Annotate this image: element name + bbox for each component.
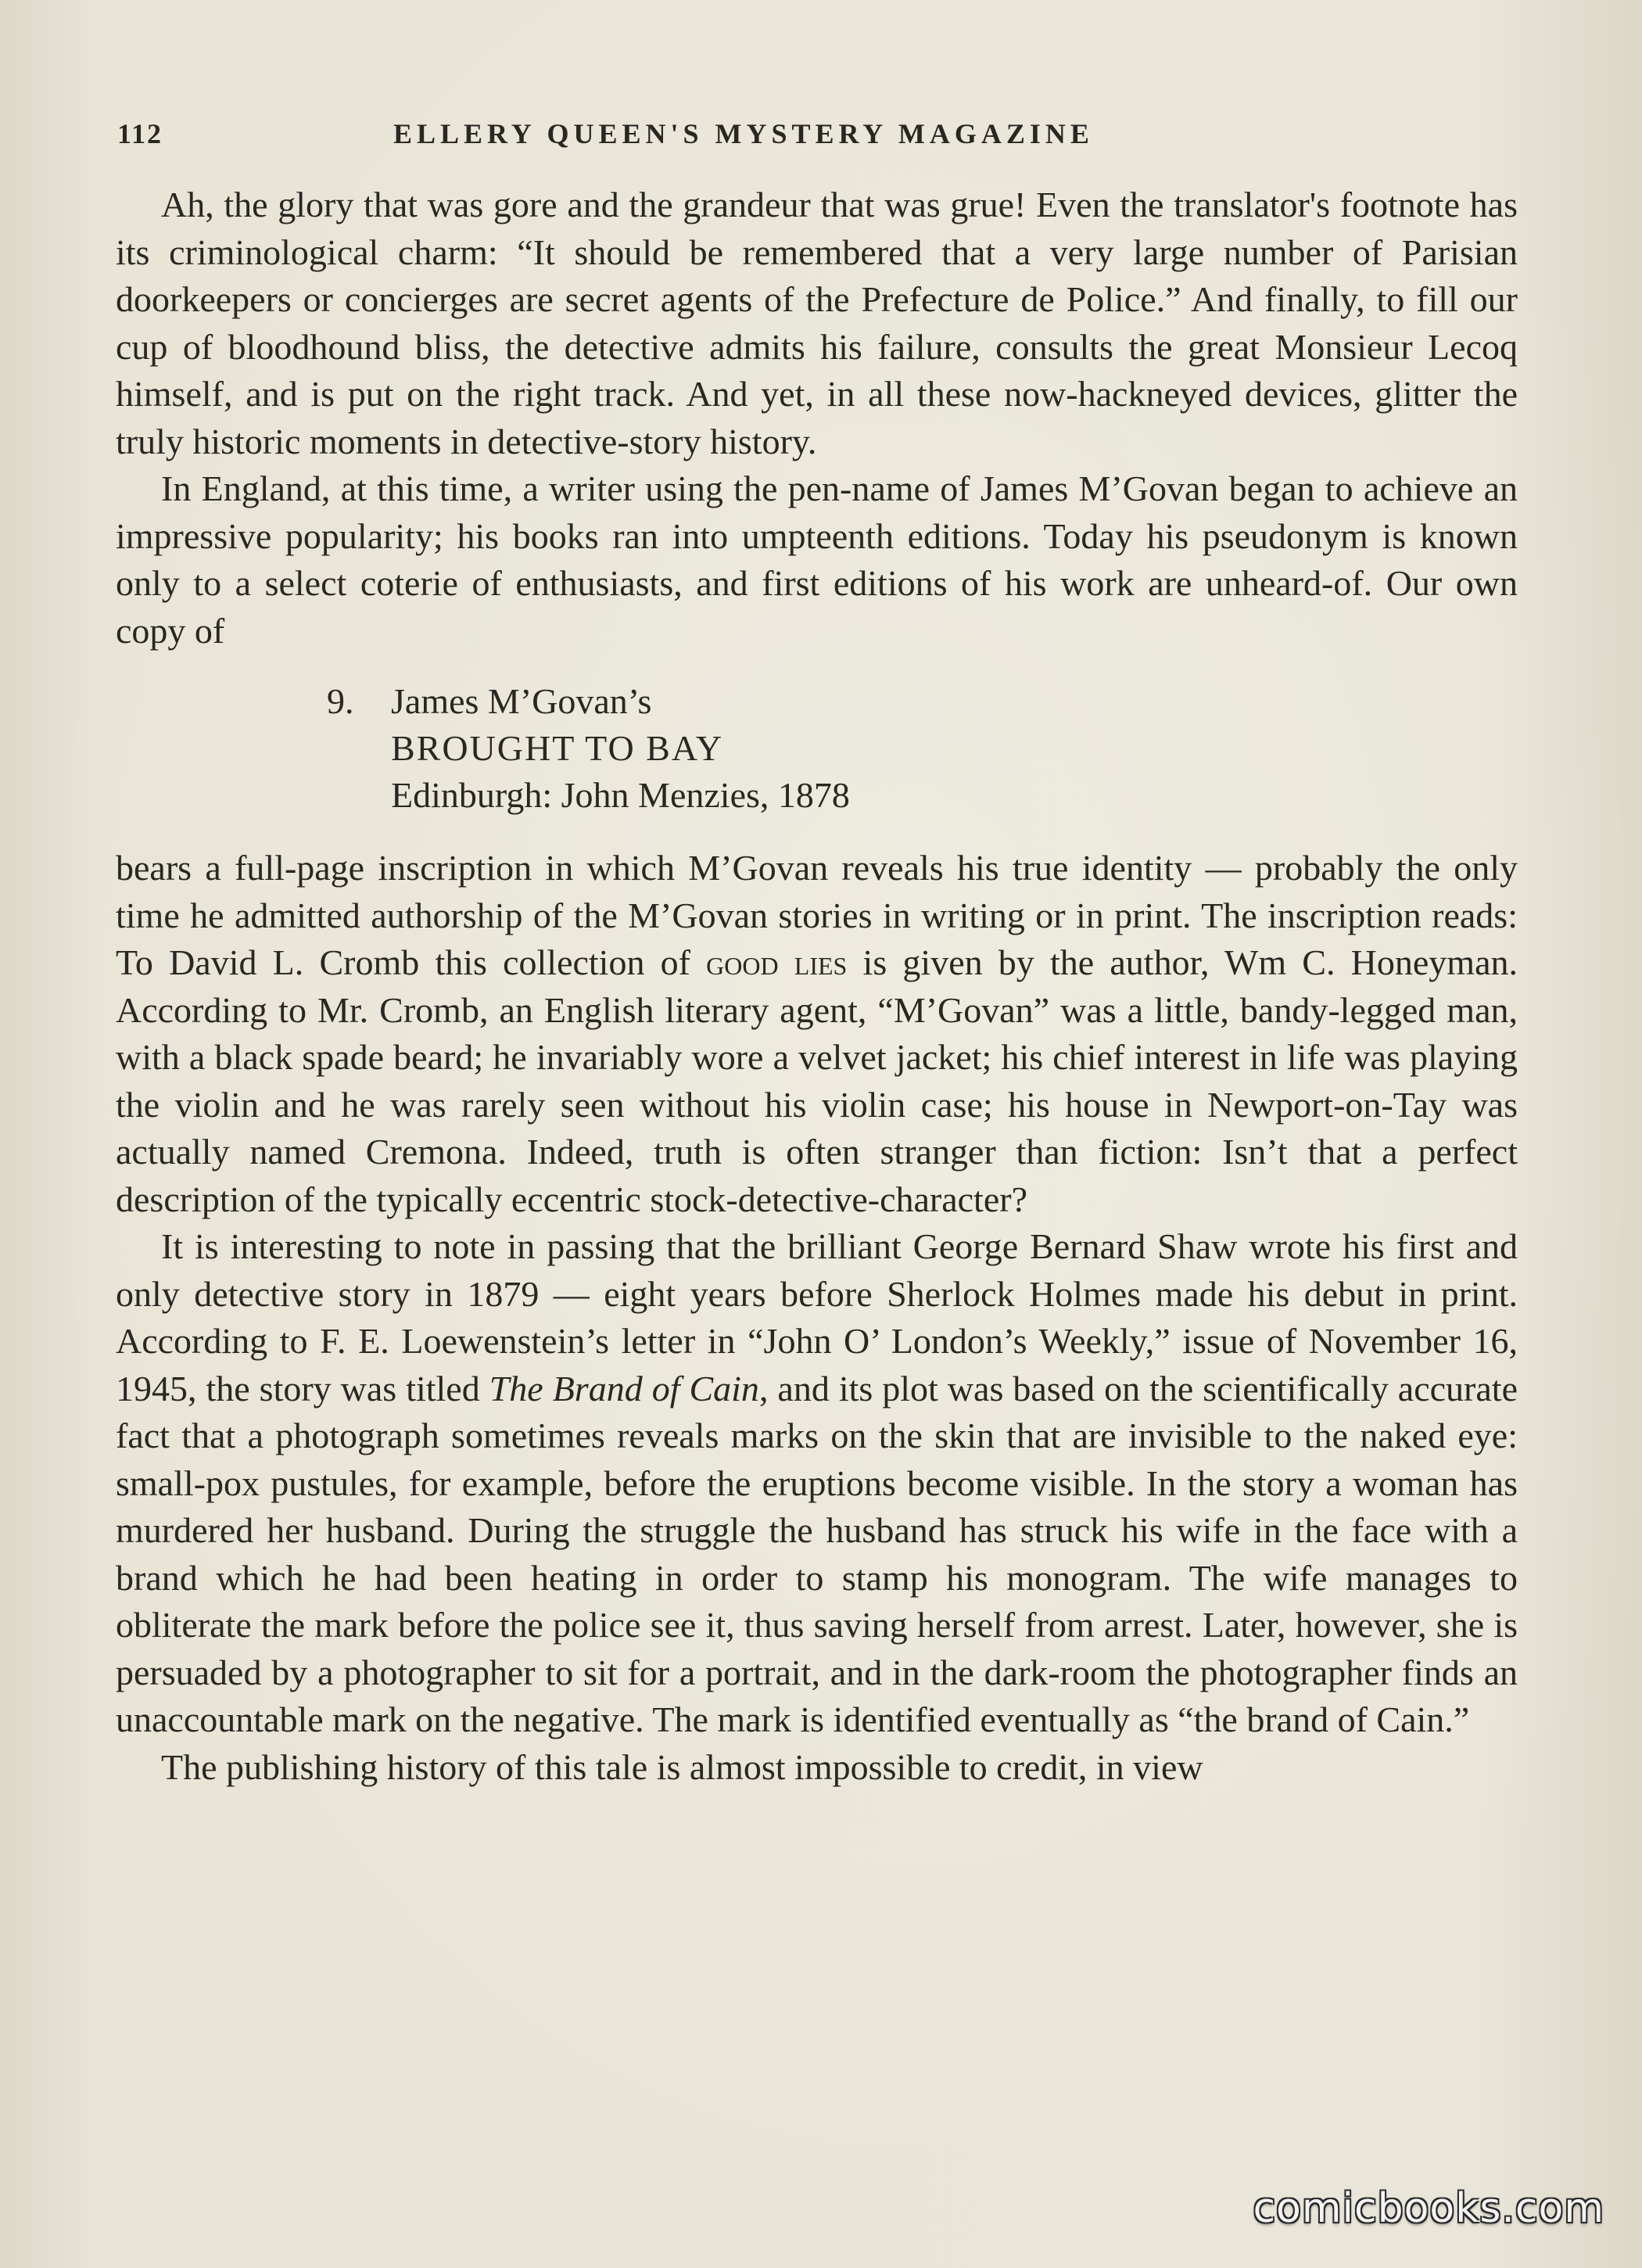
bibliography-entry: [116, 678, 1518, 823]
entry-number: 9.: [327, 681, 354, 721]
shaw-text-end: , and its plot was based on the scientifically accurate fact that a photograph sometimes reveals marks on the skin that are invisible to the naked eye: small-pox pustules, for example, before the eruptions become visible. In the story a woman has murdered her husband. During the struggle the husband has struck his wife in the face with a brand which he had been heating in order to stamp his monogram. The wife manages to obliterate the mark before the police see it, thus saving herself from arrest. Later, however, she is persuaded by a photographer to sit for a portrait, and in the dark-room the photographer finds an unaccountable mark on the negative. The mark is identified eventually as “the brand of Cain.”: [116, 1368, 1518, 1739]
paragraph-shaw: [116, 1223, 1518, 1744]
watermark-logo: comicbooks.com: [1253, 2185, 1604, 2232]
entry-imprint: Edinburgh: John Menzies, 1878: [391, 775, 850, 815]
paragraph-publishing-history: The publishing history of this tale is almost impossible to credit, in view: [161, 1746, 1203, 1787]
entry-title: BROUGHT TO BAY: [391, 728, 724, 768]
paragraph-inscription: [116, 845, 1518, 1223]
entry-author: James M’Govan’s: [391, 681, 652, 721]
article-body: [116, 181, 1518, 1791]
paragraph-mgovan-intro: In England, at this time, a writer using the pen-name of James M’Govan began to achieve an impressive popularity; his books ran into umpteenth editions. Today his pseudonym is known only to a select coterie of enthusiasts, and first editions of his work are unheard-of. Our own copy of: [116, 468, 1518, 651]
inscription-text-start: bears a full-page inscription in which M’Govan reveals his true identity — probably the only time he admitted authorship of the M’Govan stories in writing or in print. The inscription reads: To David L. Cromb this collection of: [116, 848, 1518, 982]
page-header: [117, 117, 1525, 164]
entry-details: [391, 678, 850, 819]
running-head: ELLERY QUEEN'S MYSTERY MAGAZINE: [393, 118, 1094, 149]
brand-of-cain-title: The Brand of Cain: [489, 1368, 759, 1409]
inscription-text-end: is given by the author, Wm C. Honeyman. According to Mr. Cromb, an English literary agent, “M’Govan” was a little, bandy-legged man, with a black spade beard; he invariably wore a velvet jacket; his chief interest in life was playing the violin and he was rarely seen without his violin case; his house in Newport-on-Tay was actually named Cremona. Indeed, truth is often stranger than fiction: Isn’t that a perfect description of the typically eccentric stock-detective-character?: [116, 942, 1518, 1219]
good-lies-small-caps: good lies: [706, 942, 848, 982]
shaw-text-start: It is interesting to note in passing that the brilliant George Bernard Shaw wrote his first and only detective story in 1879 — eight years before Sherlock Holmes made his debut in print. According to F. E. Loewenstein’s letter in “John O’ London’s Weekly,” issue of November 16, 1945, the story was titled: [116, 1226, 1518, 1409]
paragraph-glory: Ah, the glory that was gore and the grandeur that was grue! Even the translator's footnote has its criminological charm: “It should be remembered that a very large number of Parisian doorkeepers or concierges are secret agents of the Prefecture de Police.” And finally, to fill our cup of bloodhound bliss, the detective admits his failure, consults the great Monsieur Lecoq himself, and is put on the right track. And yet, in all these now-hackneyed devices, glitter the truly historic moments in detective-story history.: [116, 185, 1518, 461]
page-number: 112: [117, 118, 163, 149]
